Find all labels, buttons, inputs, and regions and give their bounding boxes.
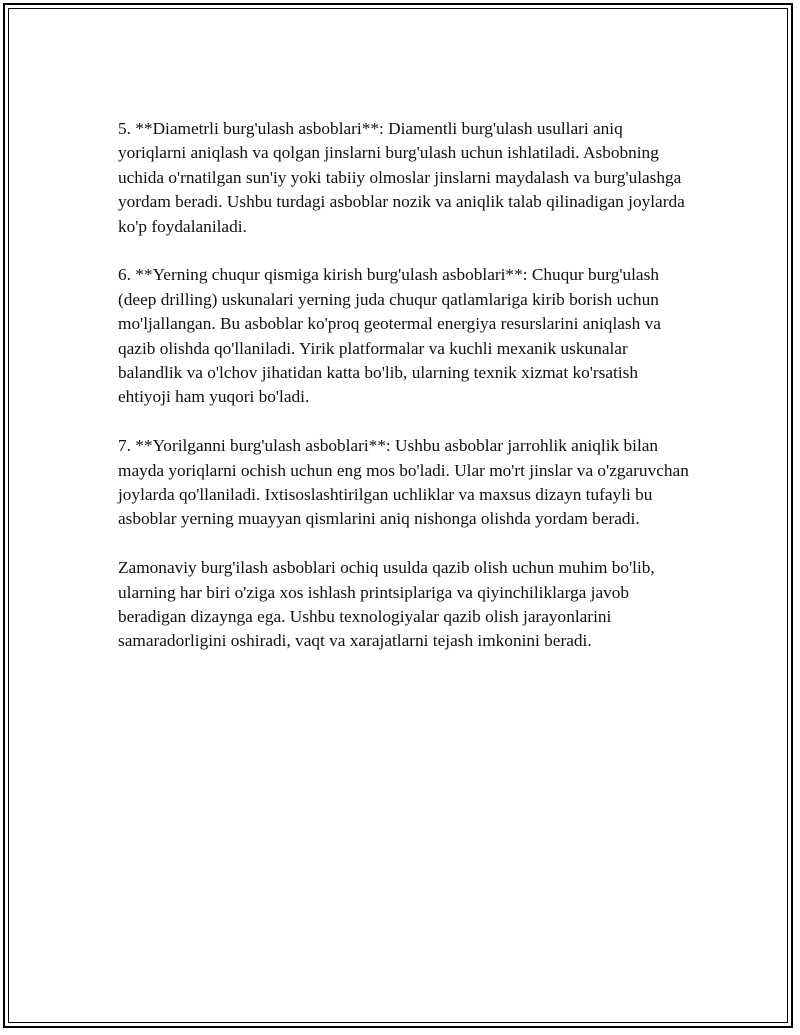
paragraph-chuqur-burgulash: 6. **Yerning chuqur qismiga kirish burg'ulash asboblari**: Chuqur burg'ulash (deep drilling) uskunalari yerning juda chuqur qatlamlariga kirib borish uchun mo'ljallangan. Bu asboblar ko'proq geotermal energiya resurslarini aniqlash va qazib olishda qo'llaniladi. Yirik platformalar va kuchli mexanik uskunalar balandlik va o'lchov jihatidan katta bo'lib, ularning texnik xizmat ko'rsatish ehtiyoji ham yuqori bo'ladi.	[118, 265, 661, 407]
paragraph-diametrli-asboblar: 5. **Diametrli burg'ulash asboblari**: Diamentli burg'ulash usullari aniq yoriqlarni aniqlash va qolgan jinslarni burg'ulash uchun ishlatiladi. Asbobning uchida o'rnatilgan sun'iy yoki tabiiy olmoslar jinslarni maydalash va burg'ulashga yordam beradi. Ushbu turdagi asboblar nozik va aniqlik talab qilinadigan joylarda ko'p foydalaniladi.	[118, 119, 685, 236]
document-body	[118, 117, 693, 678]
paragraph-yorilganni-burgulash: 7. **Yorilganni burg'ulash asboblari**: Ushbu asboblar jarrohlik aniqlik bilan mayda yoriqlarni ochish uchun eng mos bo'ladi. Ular mo'rt jinslar va o'zgaruvchan joylarda qo'llaniladi. Ixtisoslashtirilgan uchliklar va maxsus dizayn tufayli bu asboblar yerning muayyan qismlarini aniq nishonga olishda yordam beradi.	[118, 436, 689, 529]
paragraph-conclusion: Zamonaviy burg'ilash asboblari ochiq usulda qazib olish uchun muhim bo'lib, ularning har biri o'ziga xos ishlash printsiplariga va qiyinchiliklarga javob beradigan dizaynga ega. Ushbu texnologiyalar qazib olish jarayonlarini samaradorligini oshiradi, vaqt va xarajatlarni tejash imkonini beradi.	[118, 558, 655, 651]
